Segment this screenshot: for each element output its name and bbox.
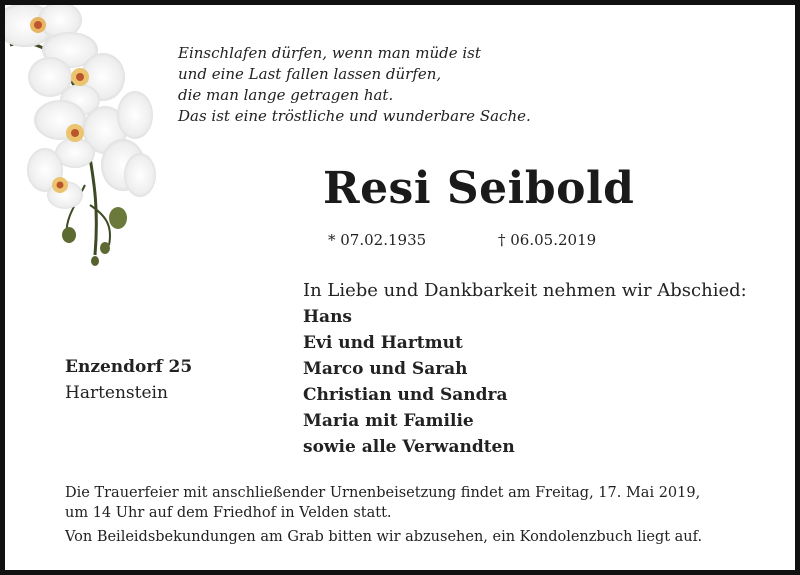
address-town: Hartenstein <box>65 383 168 403</box>
mourner-name: sowie alle Verwandten <box>303 437 515 457</box>
birth-date: * 07.02.1935 <box>328 231 427 249</box>
mourner-name: Christian und Sandra <box>303 385 508 405</box>
condolence-notice: Von Beileidsbekundungen am Grab bitten wir abzusehen, ein Kondolenzbuch liegt auf. <box>65 529 703 545</box>
poem <box>178 43 531 127</box>
poem-line: und eine Last fallen lassen dürfen, <box>178 65 442 83</box>
deceased-name: Resi Seibold <box>323 163 635 214</box>
orchid-flower-icon <box>5 5 165 275</box>
ceremony-line: um 14 Uhr auf dem Friedhof in Velden statt. <box>65 505 392 521</box>
ceremony-notice <box>65 483 700 523</box>
ceremony-line: Die Trauerfeier mit anschließender Urnenbeisetzung findet am Freitag, 17. Mai 2019, <box>65 485 701 501</box>
mourner-name: Marco und Sarah <box>303 359 468 379</box>
poem-line: die man lange getragen hat. <box>178 86 394 104</box>
poem-line: Einschlafen dürfen, wenn man müde ist <box>178 44 481 62</box>
farewell-intro: In Liebe und Dankbarkeit nehmen wir Abschied: <box>303 280 747 301</box>
death-date: † 06.05.2019 <box>498 231 597 249</box>
poem-line: Das ist eine tröstliche und wunderbare Sache. <box>178 107 531 125</box>
address-street: Enzendorf 25 <box>65 357 193 377</box>
mourner-name: Hans <box>303 307 353 327</box>
mourner-name: Evi und Hartmut <box>303 333 463 353</box>
mourner-list <box>303 304 515 460</box>
mourner-name: Maria mit Familie <box>303 411 474 431</box>
address <box>65 354 192 406</box>
